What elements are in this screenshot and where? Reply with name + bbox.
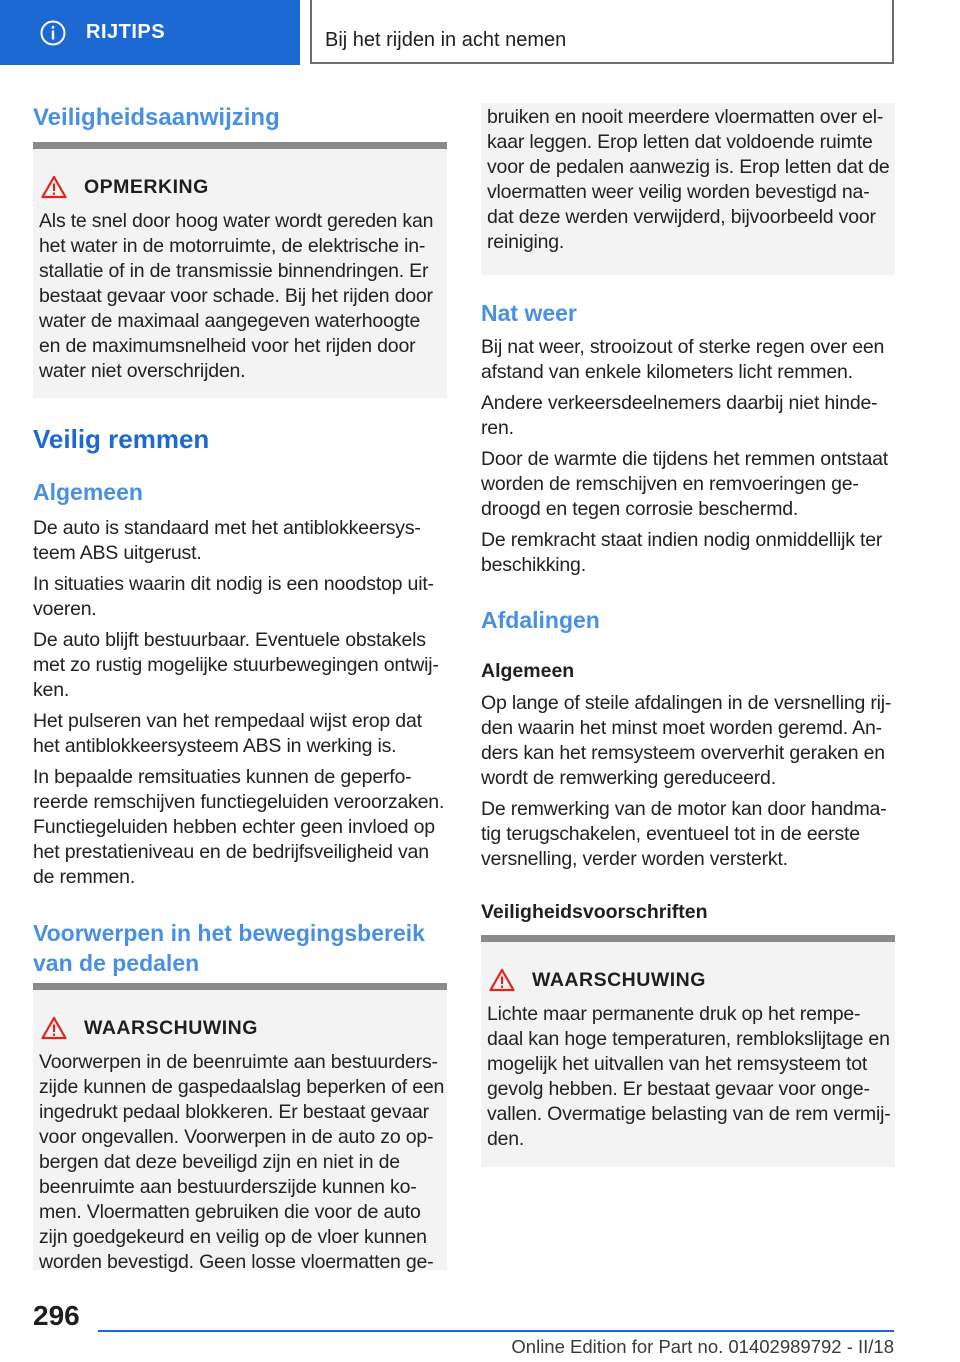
- text-line: men. Vloermatten gebruiken die voor de auto: [39, 1201, 421, 1223]
- warning-header: [41, 1016, 258, 1040]
- notice-text: [39, 209, 447, 384]
- text-line: vloermatten weer veilig worden bevestigd na-: [487, 181, 870, 203]
- text-line: De remwerking van de motor kan door handma-: [481, 798, 887, 820]
- text-line: worden bevestigd. Geen losse vloermatten ge-: [39, 1251, 434, 1273]
- text-line: bruiken en nooit meerdere vloermatten over el-: [487, 106, 884, 128]
- text-line: ders kan het remsysteem oververhit geraken en: [481, 742, 885, 764]
- text-line: In situaties waarin dit nodig is een noodstop uit-: [33, 573, 434, 595]
- chapter-header: [312, 0, 894, 64]
- text-line: De auto is standaard met het antiblokkeersys-: [33, 517, 421, 539]
- text-line: het prestatieniveau en de bedrijfsveiligheid van: [33, 841, 429, 863]
- text-line: voor ongevallen. Voorwerpen in de auto zo op-: [39, 1126, 434, 1148]
- descent-text: [481, 691, 895, 872]
- text-line: het water in de motorruimte, de elektrische in-: [39, 235, 426, 257]
- text-line: worden de remschijven en remvoeringen ge-: [481, 473, 859, 495]
- text-line: Andere verkeersdeelnemers daarbij niet hinde-: [481, 392, 878, 414]
- text-line: Als te snel door hoog water wordt gereden kan: [39, 210, 434, 232]
- warning-box-pedals: [33, 983, 447, 1273]
- heading-general: Algemeen: [33, 479, 143, 505]
- text-line: Op lange of steile afdalingen in de versnelling rij-: [481, 692, 892, 714]
- text-line: bestaat gevaar voor schade. Bij het rijden door: [39, 285, 433, 307]
- text-line: beenruimte aan bestuurderszijde kunnen ko-: [39, 1176, 417, 1198]
- text-line: reerde remschijven functiegeluiden veroorzaken.: [33, 791, 445, 813]
- heading-objects-line1: Voorwerpen in het bewegingsbereik: [33, 920, 425, 946]
- footer-divider: [98, 1330, 894, 1332]
- text-line: zijn goedgekeurd en veilig op de vloer kunnen: [39, 1226, 427, 1248]
- heading-safety: Veiligheidsaanwijzing: [33, 104, 280, 131]
- text-line: mogelijk het uitvallen van het remsysteem tot: [487, 1053, 868, 1075]
- text-line: met zo rustig mogelijke stuurbewegingen ontwij-: [33, 654, 439, 676]
- notice-title: OPMERKING: [84, 175, 209, 198]
- warning-triangle-icon: [41, 1016, 67, 1040]
- text-line: De remkracht staat indien nodig onmiddellijk ter: [481, 529, 883, 551]
- text-line: kaar leggen. Erop letten dat voldoende ruimte: [487, 131, 873, 153]
- warning-triangle-icon: [489, 968, 515, 992]
- notice-header: [41, 175, 209, 199]
- heading-brake: Veilig remmen: [33, 424, 210, 454]
- text-line: en de maximumsnelheid voor het rijden door: [39, 335, 416, 357]
- text-line: gevolg hebben. Er bestaat gevaar voor onge-: [487, 1078, 870, 1100]
- text-line: bergen dat deze beveiligd zijn en niet in de: [39, 1151, 400, 1173]
- info-icon: [40, 20, 66, 46]
- warning-box-continued: [481, 103, 895, 275]
- text-line: voeren.: [33, 598, 97, 620]
- section-tab[interactable]: [0, 0, 300, 65]
- text-line: Het pulseren van het rempedaal wijst erop dat: [33, 710, 422, 732]
- text-line: zijde kunnen de gaspedaalslag beperken of een: [39, 1076, 445, 1098]
- text-line: daal kan hoge temperaturen, remblokslijtage en: [487, 1028, 890, 1050]
- text-line: Functiegeluiden hebben echter geen invloed op: [33, 816, 435, 838]
- text-line: Lichte maar permanente druk op het rempe-: [487, 1003, 861, 1025]
- text-line: water de maximaal aangegeven waterhoogte: [39, 310, 421, 332]
- text-line: voor de pedalen aanwezig is. Erop letten dat de: [487, 156, 890, 178]
- wet-text: [481, 335, 895, 578]
- heading-objects-line2: van de pedalen: [33, 950, 200, 976]
- text-line: Door de warmte die tijdens het remmen ontstaat: [481, 448, 889, 470]
- warning-text: [39, 1050, 447, 1275]
- section-label: RIJTIPS: [86, 21, 166, 43]
- text-line: In bepaalde remsituaties kunnen de geperfo-: [33, 766, 412, 788]
- text-line: vallen. Overmatige belasting van de rem vermij-: [487, 1103, 891, 1125]
- text-line: ren.: [481, 417, 514, 439]
- text-line: teem ABS uitgerust.: [33, 542, 202, 564]
- warning-header: [489, 968, 706, 992]
- text-line: beschikking.: [481, 554, 586, 576]
- text-line: afstand van enkele kilometers licht remmen.: [481, 361, 853, 383]
- text-line: dat deze werden verwijderd, bijvoorbeeld voor: [487, 206, 876, 228]
- subheading-general: Algemeen: [481, 660, 575, 682]
- text-line: Voorwerpen in de beenruimte aan bestuurders-: [39, 1051, 438, 1073]
- text-line: ingedrukt pedaal blokkeren. Er bestaat gevaar: [39, 1101, 429, 1123]
- text-line: ken.: [33, 679, 70, 701]
- continued-text: [487, 105, 895, 255]
- chapter-title: Bij het rijden in acht nemen: [325, 29, 567, 51]
- text-line: den waarin het minst moet worden geremd. An-: [481, 717, 882, 739]
- text-line: den.: [487, 1128, 525, 1150]
- warning-triangle-icon: [41, 175, 67, 199]
- text-line: stallatie of in de transmissie binnendringen. Er: [39, 260, 429, 282]
- warning-text: [487, 1002, 895, 1152]
- warning-box-brake: [481, 935, 895, 1167]
- text-line: Bij nat weer, strooizout of sterke regen over een: [481, 336, 885, 358]
- text-line: reiniging.: [487, 231, 565, 253]
- notice-box: [33, 142, 447, 398]
- text-line: tig terugschakelen, eventueel tot in de eerste: [481, 823, 860, 845]
- page-number: 296: [33, 1300, 80, 1331]
- edition-text: Online Edition for Part no. 01402989792 - II/18: [511, 1336, 894, 1357]
- text-line: het antiblokkeersysteem ABS in werking is.: [33, 735, 397, 757]
- subheading-safety: Veiligheidsvoorschriften: [481, 901, 708, 923]
- text-line: droogd en tegen corrosie beschermd.: [481, 498, 799, 520]
- text-line: De auto blijft bestuurbaar. Eventuele obstakels: [33, 629, 426, 651]
- heading-objects: [33, 918, 453, 978]
- text-line: de remmen.: [33, 866, 136, 888]
- warning-title: WAARSCHUWING: [532, 968, 706, 991]
- text-line: versnelling, verder worden versterkt.: [481, 848, 788, 870]
- general-text: [33, 516, 447, 890]
- warning-title: WAARSCHUWING: [84, 1016, 258, 1039]
- heading-wet: Nat weer: [481, 300, 577, 326]
- text-line: water niet overschrijden.: [39, 360, 246, 382]
- heading-descent: Afdalingen: [481, 607, 600, 633]
- text-line: wordt de remwerking gereduceerd.: [481, 767, 776, 789]
